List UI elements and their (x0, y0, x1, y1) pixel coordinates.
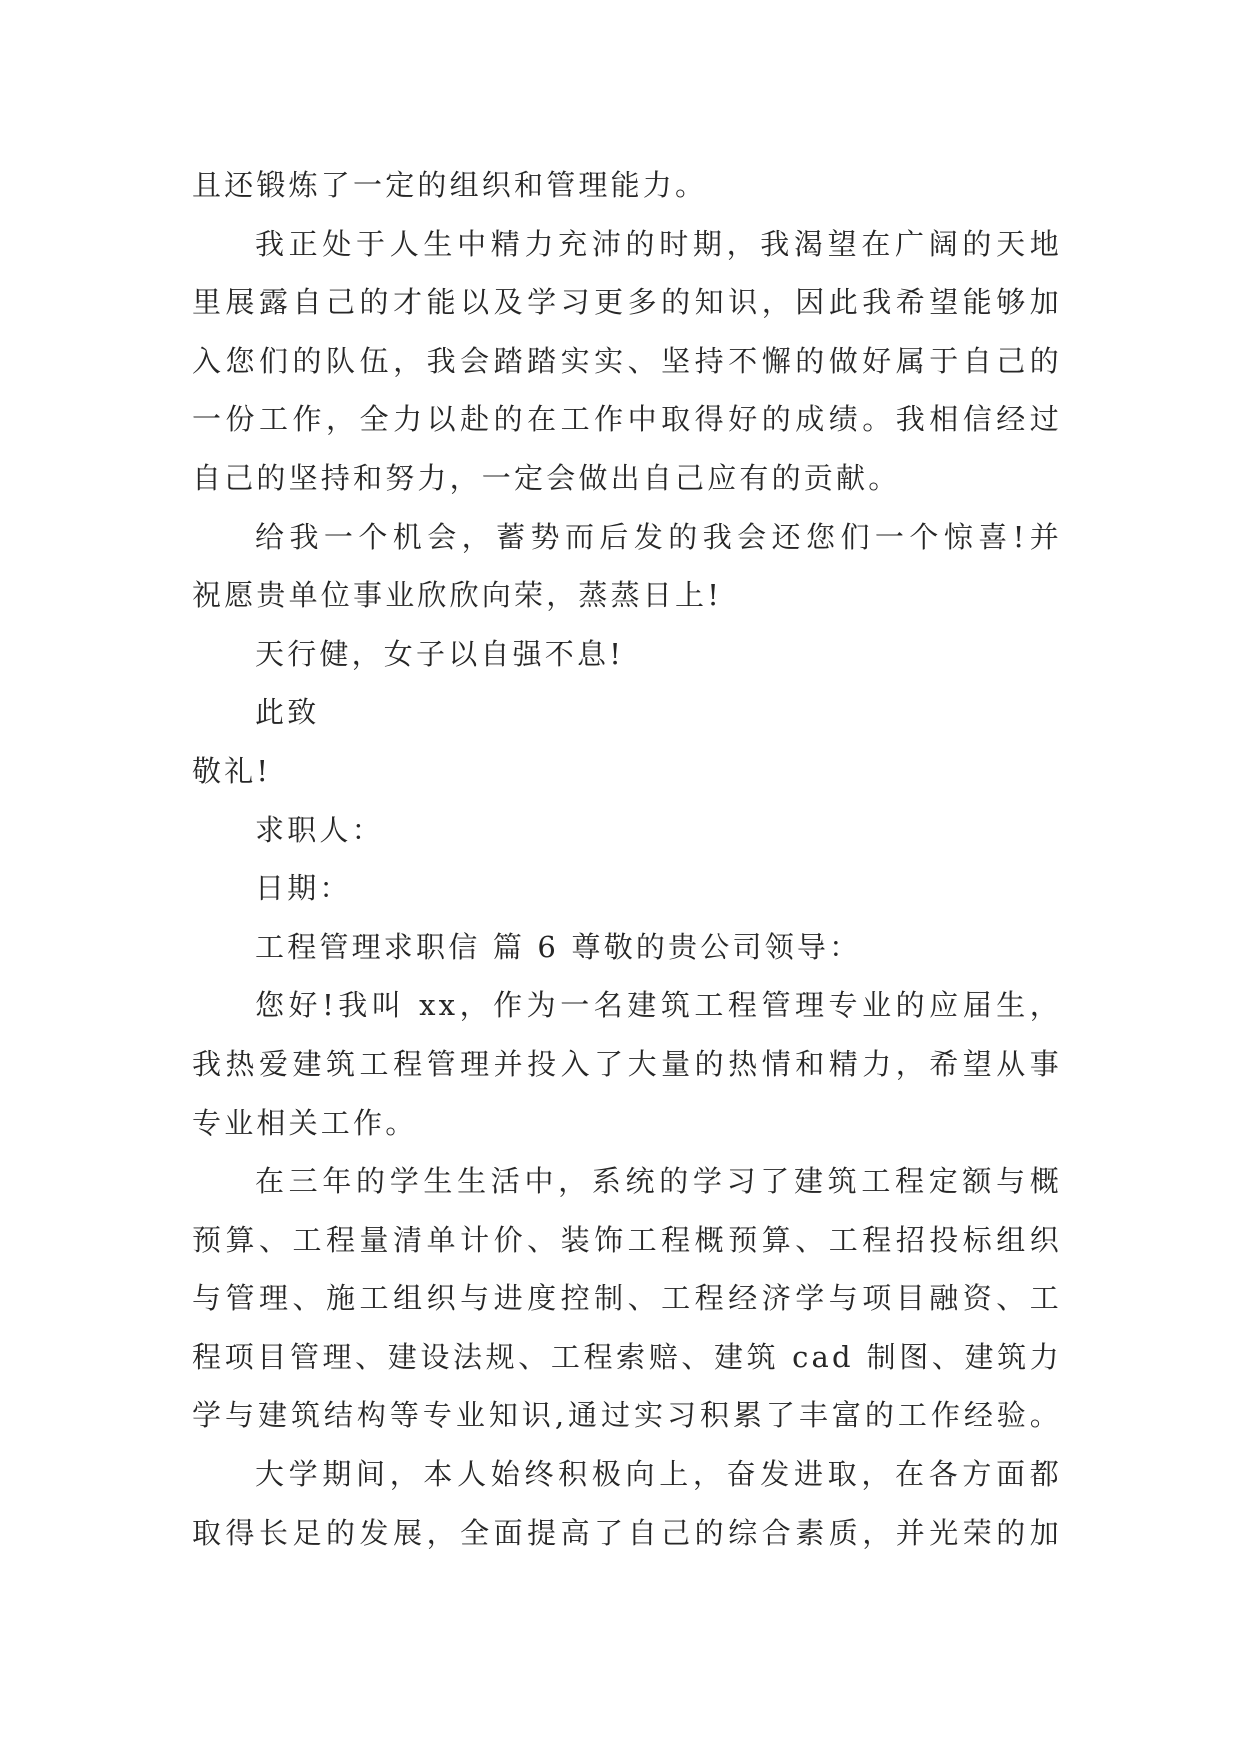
text-line: 且还锻炼了一定的组织和管理能力。 (192, 168, 708, 202)
text-line: 我正处于人生中精力充沛的时期，我渴望在广阔的天地 (255, 226, 1062, 261)
text-line: 入您们的队伍，我会踏踏实实、坚持不懈的做好属于自己的 (192, 343, 1062, 378)
text-line: 天行健，女子以自强不息! (255, 636, 625, 671)
text-line: 日期： (255, 871, 352, 906)
text-line: 里展露自己的才能以及学习更多的知识，因此我希望能够加 (192, 285, 1062, 320)
text-line: 在三年的学生生活中，系统的学习了建筑工程定额与概 (255, 1164, 1062, 1199)
text-line: 敬礼! (192, 753, 272, 788)
text-line: 给我一个机会，蓄势而后发的我会还您们一个惊喜!并 (255, 519, 1062, 554)
text-line: 祝愿贵单位事业欣欣向荣，蒸蒸日上! (192, 578, 723, 613)
text-line: 取得长足的发展，全面提高了自己的综合素质，并光荣的加 (192, 1515, 1062, 1550)
text-line: 工程管理求职信 篇 6 尊敬的贵公司领导： (255, 929, 862, 964)
text-line: 一份工作，全力以赴的在工作中取得好的成绩。我相信经过 (192, 402, 1062, 437)
text-line: 求职人： (255, 812, 384, 847)
text-line: 此致 (255, 695, 320, 730)
text-line: 大学期间，本人始终积极向上，奋发进取，在各方面都 (255, 1457, 1062, 1492)
text-line: 专业相关工作。 (192, 1105, 418, 1140)
letter-body (192, 156, 1062, 1562)
text-line: 我热爱建筑工程管理并投入了大量的热情和精力，希望从事 (192, 1046, 1062, 1081)
text-line: 程项目管理、建设法规、工程索赔、建筑 cad 制图、建筑力 (192, 1339, 1062, 1374)
text-line: 学与建筑结构等专业知识,通过实习积累了丰富的工作经验。 (192, 1398, 1062, 1433)
text-line: 您好!我叫 xx，作为一名建筑工程管理专业的应届生， (255, 988, 1062, 1023)
text-line: 自己的坚持和努力，一定会做出自己应有的贡献。 (192, 460, 901, 495)
text-line: 预算、工程量清单计价、装饰工程概预算、工程招投标组织 (192, 1222, 1062, 1257)
text-line: 与管理、施工组织与进度控制、工程经济学与项目融资、工 (192, 1281, 1062, 1316)
